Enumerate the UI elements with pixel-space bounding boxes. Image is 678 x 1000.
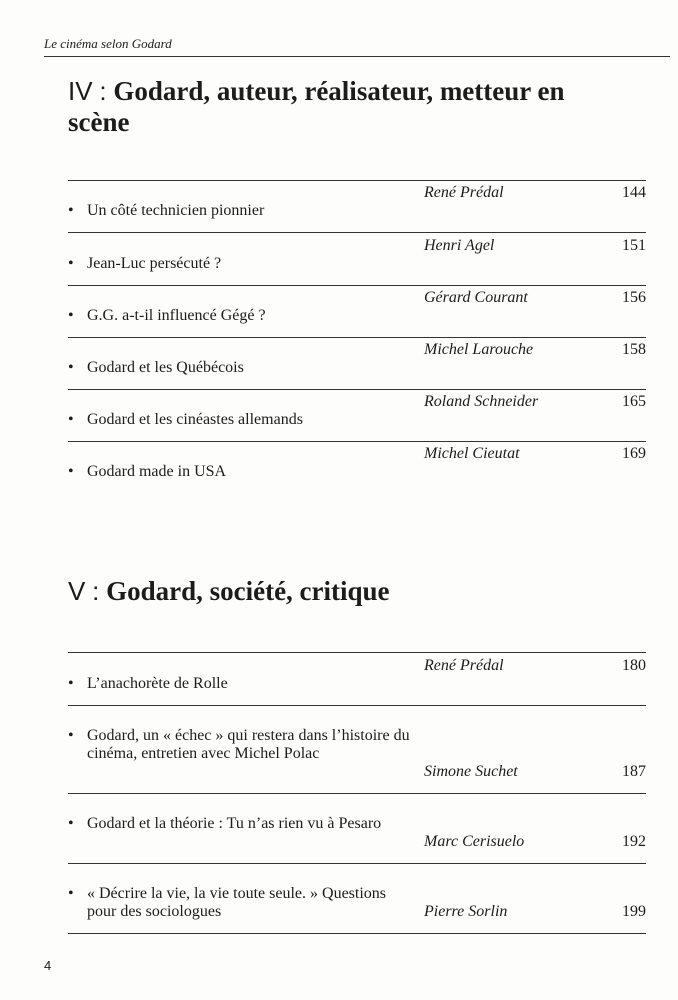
entry-author: Roland Schneider: [424, 393, 539, 410]
divider: [68, 389, 646, 390]
entry-author: Michel Cieutat: [424, 445, 520, 462]
entry-title: Un côté technicien pionnier: [87, 202, 265, 219]
divider: [68, 285, 646, 286]
entry-page: 158: [622, 341, 646, 358]
entry-author: Simone Suchet: [424, 763, 518, 780]
entry-title: Godard et les Québécois: [87, 359, 244, 376]
section-v-title: Godard, société, critique: [106, 576, 390, 606]
entry-page: 151: [622, 237, 646, 254]
divider: [68, 441, 646, 442]
toc-entry: [68, 815, 646, 851]
entry-title: Godard, un « échec » qui restera dans l’histoire du cinéma, entretien avec Michel Polac: [87, 727, 410, 762]
entry-author: Marc Cerisuelo: [424, 833, 525, 850]
divider: [68, 705, 646, 706]
section-iv-numeral: IV: [68, 76, 93, 106]
bullet: •: [68, 359, 74, 376]
entry-author: René Prédal: [424, 657, 504, 674]
entry-title: « Décrire la vie, la vie toute seule. » Questions pour des sociologues: [87, 885, 387, 920]
toc-entry: [68, 727, 646, 781]
entry-page: 187: [622, 763, 646, 780]
entry-title: Godard et la théorie : Tu n’as rien vu à Pesaro: [87, 815, 382, 832]
divider: [68, 863, 646, 864]
entry-title: Godard et les cinéastes allemands: [87, 411, 303, 428]
entry-page: 165: [622, 393, 646, 410]
bullet: •: [68, 675, 74, 692]
divider: [68, 652, 646, 653]
section-iv-separator: :: [99, 76, 107, 106]
entry-author: Pierre Sorlin: [424, 903, 508, 920]
section-v-numeral: V: [68, 576, 86, 606]
entry-title: G.G. a-t-il influencé Gégé ?: [87, 307, 266, 324]
entry-page: 192: [622, 833, 646, 850]
entry-page: 156: [622, 289, 646, 306]
divider: [68, 793, 646, 794]
entry-author: Gérard Courant: [424, 289, 528, 306]
header-rule: [44, 56, 670, 57]
entry-author: Michel Larouche: [424, 341, 534, 358]
toc-entry: [68, 885, 646, 921]
bullet: •: [68, 255, 74, 272]
page-number: 4: [44, 958, 52, 973]
bullet: •: [68, 411, 74, 428]
divider: [68, 180, 646, 181]
section-v-heading: [68, 576, 628, 607]
entry-title: Godard made in USA: [87, 463, 227, 480]
entry-page: 199: [622, 903, 646, 920]
divider: [68, 337, 646, 338]
divider: [68, 232, 646, 233]
bullet: •: [68, 815, 74, 832]
section-iv-heading: [68, 76, 628, 138]
bullet: •: [68, 727, 74, 744]
bullet: •: [68, 463, 74, 480]
section-iv-title: Godard, auteur, réalisateur, metteur en scène: [68, 76, 565, 137]
entry-title: L’anachorète de Rolle: [87, 675, 228, 692]
bullet: •: [68, 202, 74, 219]
bullet: •: [68, 307, 74, 324]
divider: [68, 933, 646, 934]
entry-author: René Prédal: [424, 184, 504, 201]
entry-title: Jean-Luc persécuté ?: [87, 255, 222, 272]
entry-author: Henri Agel: [424, 237, 495, 254]
section-v-separator: :: [92, 576, 100, 606]
entry-page: 180: [622, 657, 646, 674]
bullet: •: [68, 885, 74, 902]
entry-page: 144: [622, 184, 646, 201]
entry-page: 169: [622, 445, 646, 462]
running-head: Le cinéma selon Godard: [44, 36, 172, 51]
